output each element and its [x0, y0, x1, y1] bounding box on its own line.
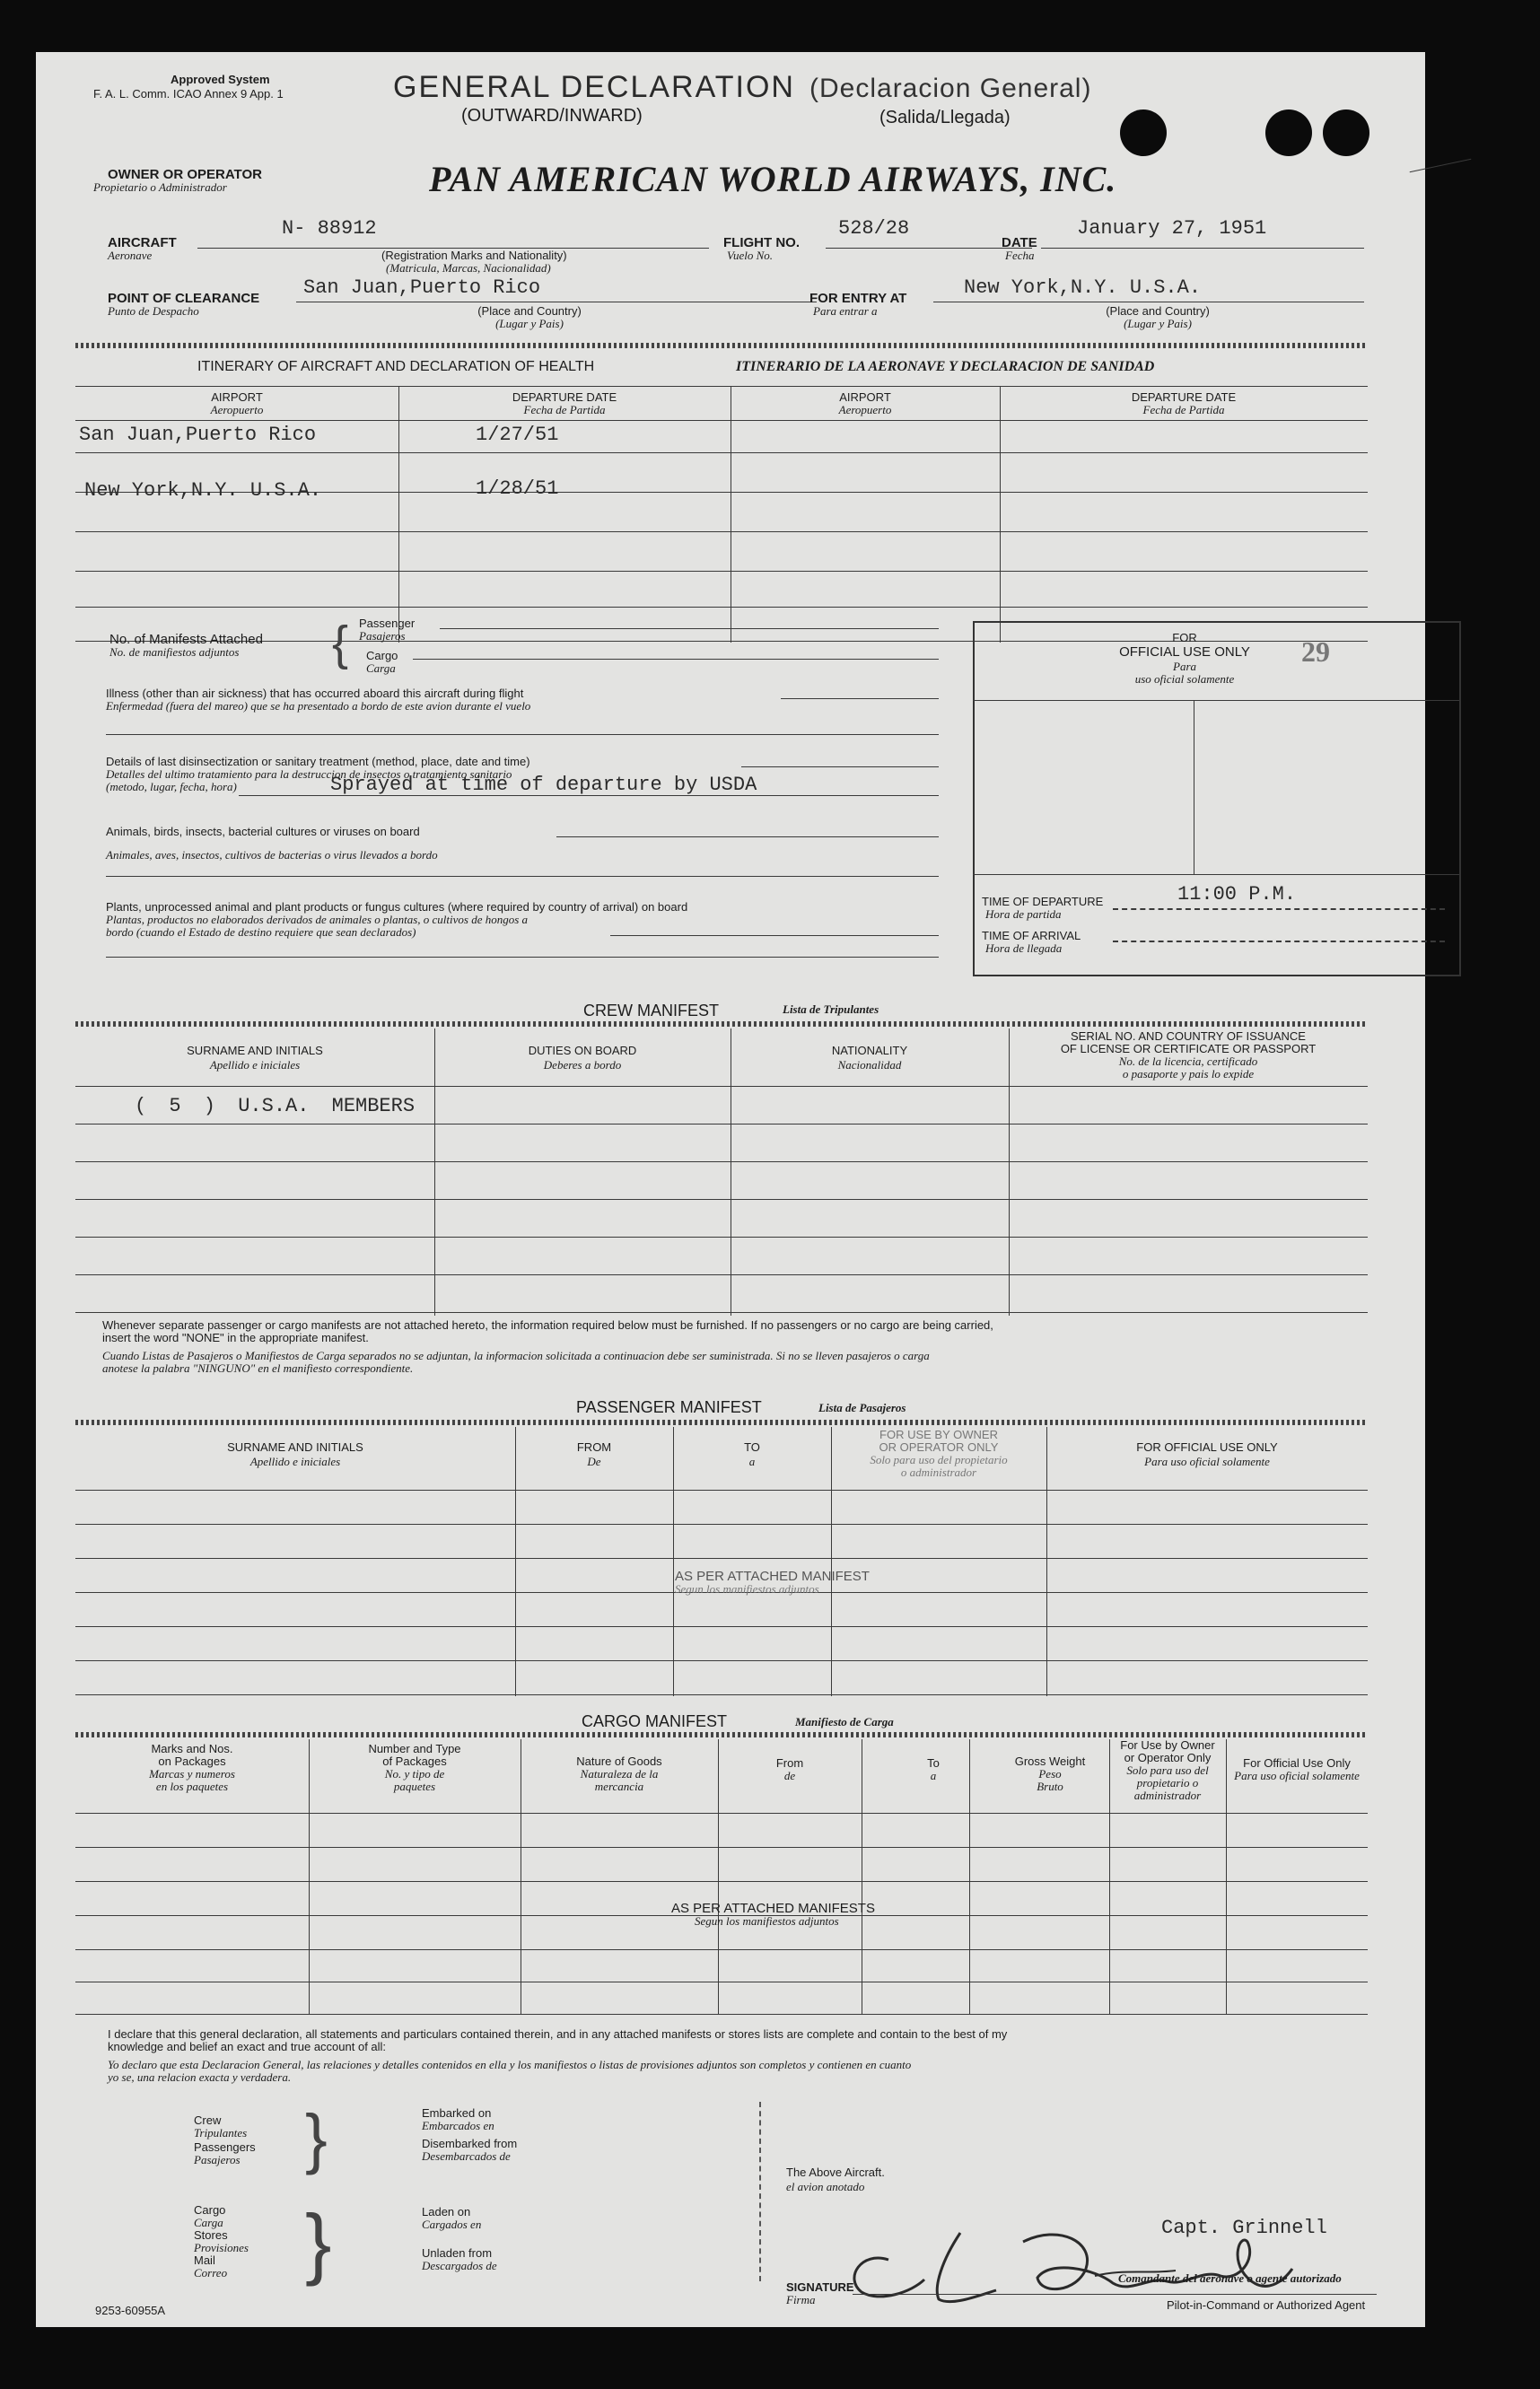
captain-name: Capt. Grinnell	[1161, 2217, 1327, 2239]
itinerary-divider	[1000, 386, 1001, 643]
punch-hole	[1120, 109, 1167, 156]
passenger-divider	[1046, 1427, 1047, 1696]
crew-col-surname-es: Apellido e iniciales	[209, 1058, 301, 1072]
official-for: FOR	[1172, 631, 1197, 644]
general-declaration-form	[36, 52, 1425, 2327]
crew-col-serial-es-2: o pasaporte y pais lo expide	[1122, 1067, 1255, 1081]
cargo-col-number: Number and Type of Packages No. y tipo de paquetes	[368, 1742, 461, 1793]
arrival-time-label-es: Hora de llegada	[985, 941, 1063, 955]
departure-time-label-es: Hora de partida	[985, 907, 1062, 921]
plants-label-es: Plantas, productos no elaborados derivados de animales o plantas, o cultivos de hongos a	[106, 913, 529, 926]
commander-label: Pilot-in-Command or Authorized Agent	[1167, 2298, 1366, 2312]
official-box-rule	[973, 874, 1459, 875]
airline-name: PAN AMERICAN WORLD AIRWAYS, INC.	[429, 159, 1117, 199]
cargo-heading: CARGO MANIFEST	[582, 1712, 728, 1730]
crew-row-rule	[75, 1161, 1368, 1162]
clearance-label-es: Punto de Despacho	[108, 304, 199, 318]
entry-place-caption: (Place and Country)	[1106, 304, 1210, 318]
crew-divider	[1009, 1028, 1010, 1316]
owner-label: OWNER OR OPERATOR	[108, 167, 262, 182]
cargo-divider	[969, 1739, 970, 2014]
embarked-label-es: Embarcados en	[422, 2119, 494, 2132]
crew-header-rule	[75, 1086, 1368, 1087]
unladen-label: Unladen from	[422, 2246, 493, 2260]
crew-row-rule	[75, 1274, 1368, 1275]
passenger-divider	[515, 1427, 516, 1696]
itinerary-divider	[398, 386, 399, 643]
cargo-divider	[1109, 1739, 1110, 2014]
itinerary-col-departure-2: DEPARTURE DATE	[1131, 390, 1237, 404]
form-number: 9253-60955A	[95, 2304, 166, 2317]
disembarked-label: Disembarked from	[422, 2137, 518, 2150]
mail-decl-label: Mail	[194, 2253, 215, 2267]
faa-reference: F. A. L. Comm. ICAO Annex 9 App. 1	[93, 87, 284, 101]
cargo-label: Cargo	[366, 649, 398, 662]
approved-system: Approved System	[171, 73, 270, 86]
illness-label-es: Enfermedad (fuera del mareo) que se ha presentado a bordo de este avion durante el vuelo	[106, 699, 531, 713]
illness-label: Illness (other than air sickness) that has occurred aboard this aircraft during flight	[106, 687, 524, 700]
animals-line	[556, 836, 939, 837]
laden-label: Laden on	[422, 2205, 471, 2218]
declaration-es-2: yo se, una relacion exacta y verdadera.	[108, 2070, 292, 2084]
official-label: OFFICIAL USE ONLY	[1119, 644, 1250, 660]
clearance-label: POINT OF CLEARANCE	[108, 291, 260, 306]
form-subtitle-es: (Salida/Llegada)	[879, 108, 1011, 127]
arrival-time-line	[1113, 941, 1445, 942]
cargo-col-official: For Official Use Only Para uso oficial solamente	[1234, 1756, 1360, 1782]
clearance-place-caption-es: (Lugar y Pais)	[495, 317, 564, 330]
illness-line	[781, 698, 939, 699]
stores-decl-label: Stores	[194, 2228, 228, 2242]
passenger-stamp: AS PER ATTACHED MANIFEST	[675, 1569, 870, 1584]
animals-label: Animals, birds, insects, bacterial cultures or viruses on board	[106, 825, 420, 838]
passenger-line	[440, 628, 939, 629]
crew-col-serial: SERIAL NO. AND COUNTRY OF ISSUANCE	[1071, 1029, 1306, 1043]
itinerary-heading: ITINERARY OF AIRCRAFT AND DECLARATION OF HEALTH	[197, 359, 595, 374]
cargo-stamp-es: Segun los manifiestos adjuntos	[695, 1914, 839, 1928]
passenger-stamp-es: Segun los manifiestos adjuntos	[675, 1582, 819, 1596]
animals-line-2	[106, 876, 939, 877]
crew-heading: CREW MANIFEST	[583, 1002, 719, 1019]
crew-bottom-rule	[75, 1312, 1368, 1313]
notice-en-2: insert the word "NONE" in the appropriate manifest.	[102, 1331, 369, 1344]
itinerary-date-1: 1/27/51	[476, 424, 559, 446]
itinerary-row-rule	[75, 531, 1368, 532]
official-stamp-number: 29	[1301, 635, 1330, 668]
crew-col-duties-es: Deberes a bordo	[543, 1058, 622, 1072]
section-rule	[75, 343, 1368, 348]
unladen-label-es: Descargados de	[422, 2259, 497, 2272]
crew-row-rule	[75, 1199, 1368, 1200]
crew-decl-label-es: Tripulantes	[194, 2126, 248, 2140]
entry-value: New York,N.Y. U.S.A.	[964, 276, 1202, 299]
date-value: January 27, 1951	[1077, 217, 1267, 240]
itinerary-heading-es: ITINERARIO DE LA AERONAVE Y DECLARACION DE SANIDAD	[736, 359, 1155, 374]
passenger-col-from-es: De	[587, 1455, 601, 1468]
reg-marks-caption-es: (Matricula, Marcas, Nacionalidad)	[386, 261, 551, 275]
aircraft-label: AIRCRAFT	[108, 235, 177, 250]
entry-place-caption-es: (Lugar y Pais)	[1124, 317, 1192, 330]
itinerary-airport-1: San Juan,Puerto Rico	[79, 424, 317, 446]
manifests-label: No. of Manifests Attached	[109, 632, 263, 647]
flight-no-label-es: Vuelo No.	[727, 249, 774, 262]
entry-label-es: Para entrar a	[813, 304, 878, 318]
brace-goods: }	[305, 2198, 332, 2287]
crew-col-license: OF LICENSE OR CERTIFICATE OR PASSPORT	[1060, 1042, 1317, 1055]
cargo-decl-label-es: Carga	[194, 2216, 223, 2229]
disinsect-value: Sprayed at time of departure by USDA	[330, 774, 757, 796]
animals-label-es: Animales, aves, insectos, cultivos de bacterias o virus llevados a bordo	[106, 848, 438, 862]
form-subtitle: (OUTWARD/INWARD)	[461, 106, 643, 126]
cargo-row-rule	[75, 1949, 1368, 1950]
cargo-col-weight: Gross Weight Peso Bruto	[1014, 1755, 1086, 1793]
crew-heading-es: Lista de Tripulantes	[783, 1002, 879, 1016]
declaration-es-1: Yo declaro que esta Declaracion General, las relaciones y detalles contenidos en ella y los manifiestos o listas de provisiones adjuntos son completos y contienen en cuanto	[108, 2058, 912, 2071]
commander-label-es: Comandante del aeronave o agente autorizado	[1118, 2271, 1342, 2285]
passenger-col-to-es: a	[748, 1455, 756, 1468]
departure-time-label: TIME OF DEPARTURE	[982, 895, 1104, 908]
cargo-decl-label: Cargo	[194, 2203, 226, 2217]
disinsect-label-es: Detalles del ultimo tratamiento para la destruccion de insectos o tratamiento sanitario	[106, 767, 512, 781]
arrival-time-label: TIME OF ARRIVAL	[982, 929, 1081, 942]
reg-marks-caption: (Registration Marks and Nationality)	[381, 249, 567, 262]
declaration-en-2: knowledge and belief an exact and true account of all:	[108, 2040, 387, 2053]
cargo-header-rule	[75, 1813, 1368, 1814]
clearance-value: San Juan,Puerto Rico	[303, 276, 541, 299]
cargo-col-nature: Nature of Goods Naturaleza de la mercancia	[576, 1755, 662, 1793]
date-underline	[1041, 248, 1364, 249]
laden-label-es: Cargados en	[422, 2218, 482, 2231]
cargo-row-rule	[75, 1881, 1368, 1882]
date-label: DATE	[1002, 235, 1037, 250]
stray-mark	[1410, 159, 1472, 173]
itinerary-row-rule	[75, 607, 1368, 608]
official-box-rule	[973, 700, 1459, 701]
section-rule	[75, 1732, 1368, 1737]
itinerary-col-departure: DEPARTURE DATE	[512, 390, 617, 404]
notice-en-1: Whenever separate passenger or cargo manifests are not attached hereto, the information required below must be furnished. If no passengers or no cargo are being carried,	[102, 1318, 993, 1332]
passenger-label-es: Pasajeros	[359, 629, 406, 643]
passenger-row-rule	[75, 1524, 1368, 1525]
form-title: GENERAL DECLARATION	[393, 70, 795, 104]
passenger-col-to: TO	[744, 1440, 760, 1454]
itinerary-airport-2: New York,N.Y. U.S.A.	[84, 479, 322, 502]
punch-hole	[1323, 109, 1369, 156]
crew-col-duties: DUTIES ON BOARD	[528, 1044, 637, 1057]
passenger-col-owner: FOR USE BY OWNER	[879, 1428, 998, 1441]
signature-label: SIGNATURE	[786, 2280, 854, 2294]
stores-decl-label-es: Provisiones	[194, 2241, 249, 2254]
cargo-divider	[1226, 1739, 1227, 2014]
signature-line	[853, 2294, 1377, 2295]
flight-no-label: FLIGHT NO.	[723, 235, 800, 250]
passenger-row-rule	[75, 1558, 1368, 1559]
crew-col-surname: SURNAME AND INITIALS	[187, 1044, 323, 1057]
cargo-line	[413, 659, 939, 660]
passenger-col-operator: OR OPERATOR ONLY	[879, 1440, 999, 1454]
passenger-row-rule	[75, 1660, 1368, 1661]
signature-label-es: Firma	[786, 2293, 816, 2306]
itinerary-col-departure-es: Fecha de Partida	[523, 403, 606, 416]
passenger-label: Passenger	[359, 617, 416, 630]
cargo-stamp: AS PER ATTACHED MANIFESTS	[671, 1901, 875, 1916]
itinerary-col-airport-2: AIRPORT	[839, 390, 891, 404]
owner-label-es: Propietario o Administrador	[93, 180, 227, 194]
brace-persons: }	[305, 2101, 328, 2175]
passenger-col-official-es: Para uso oficial solamente	[1144, 1455, 1270, 1468]
cargo-col-owner: For Use by Owner or Operator Only Solo para uso del propietario o administrador	[1120, 1738, 1215, 1802]
cargo-divider	[309, 1739, 310, 2014]
itinerary-date-2: 1/28/51	[476, 477, 559, 500]
notice-es-1: Cuando Listas de Pasajeros o Manifiestos de Carga separados no se adjuntan, la informacion solicitada a continuacion debe ser suministrada. Si no se lleven pasajeros o carga	[102, 1349, 930, 1362]
passenger-heading: PASSENGER MANIFEST	[576, 1398, 762, 1416]
section-rule	[75, 1420, 1368, 1425]
itinerary-row-rule	[75, 452, 1368, 453]
aircraft-value: N- 88912	[282, 217, 377, 240]
passenger-col-owner-es-2: o administrador	[900, 1466, 977, 1479]
plants-line	[610, 935, 939, 936]
passenger-heading-es: Lista de Pasajeros	[818, 1401, 906, 1414]
passenger-row-rule	[75, 1626, 1368, 1627]
passenger-col-surname: SURNAME AND INITIALS	[227, 1440, 363, 1454]
itinerary-col-departure-2-es: Fecha de Partida	[1142, 403, 1225, 416]
above-aircraft-label-es: el avion anotado	[786, 2180, 865, 2193]
disinsect-label-es-2: (metodo, lugar, fecha, hora)	[106, 780, 237, 793]
passenger-col-owner-es: Solo para uso del propietario	[870, 1453, 1008, 1466]
punch-hole	[1265, 109, 1312, 156]
declaration-en-1: I declare that this general declaration, all statements and particulars contained therein, and in any attached manifests or stores lists are complete and contain to the best of my	[108, 2027, 1008, 2041]
cargo-col-from: From de	[775, 1756, 804, 1782]
official-label-es-2: uso oficial solamente	[1134, 672, 1235, 686]
passenger-bottom-rule	[75, 1694, 1368, 1695]
cargo-label-es: Carga	[366, 661, 396, 675]
handwritten-signature	[826, 2206, 1328, 2314]
passenger-col-from: FROM	[576, 1440, 612, 1454]
signature-divider	[759, 2102, 761, 2281]
departure-time-value: 11:00 P.M.	[1177, 883, 1297, 906]
disinsect-label: Details of last disinsectization or sanitary treatment (method, place, date and time)	[106, 755, 530, 768]
plants-line-2	[106, 957, 939, 958]
disinsect-value-line	[239, 795, 939, 796]
clearance-place-caption: (Place and Country)	[477, 304, 582, 318]
crew-col-serial-es: No. de la licencia, certificado	[1118, 1054, 1258, 1068]
itinerary-header-rule	[75, 420, 1368, 421]
passengers-decl-label-es: Pasajeros	[194, 2153, 241, 2166]
passenger-col-surname-es: Apellido e iniciales	[249, 1455, 341, 1468]
form-title-es: (Declaracion General)	[809, 74, 1092, 103]
flight-no-value: 528/28	[838, 217, 910, 240]
passenger-col-official: FOR OFFICIAL USE ONLY	[1136, 1440, 1278, 1454]
embarked-label: Embarked on	[422, 2106, 492, 2120]
mail-decl-label-es: Correo	[194, 2266, 228, 2280]
itinerary-top-rule	[75, 386, 1368, 387]
passenger-row-rule	[75, 1490, 1368, 1491]
plants-label-es-2: bordo (cuando el Estado de destino requiere que sean declarados)	[106, 925, 416, 939]
passenger-divider	[673, 1427, 674, 1696]
cargo-heading-es: Manifiesto de Carga	[795, 1715, 894, 1728]
cargo-divider	[718, 1739, 719, 2014]
cargo-row-rule	[75, 1847, 1368, 1848]
crew-divider	[434, 1028, 435, 1316]
cargo-col-marks: Marks and Nos. on Packages Marcas y numeros en los paquetes	[149, 1742, 235, 1793]
manifests-label-es: No. de manifiestos adjuntos	[109, 645, 240, 659]
section-rule	[75, 1021, 1368, 1027]
disinsect-line	[741, 766, 939, 767]
cargo-bottom-rule	[75, 2014, 1368, 2015]
above-aircraft-label: The Above Aircraft.	[786, 2166, 885, 2179]
itinerary-col-airport-2-es: Aeropuerto	[838, 403, 892, 416]
crew-row-rule	[75, 1237, 1368, 1238]
cargo-col-to: To a	[927, 1756, 940, 1782]
disembarked-label-es: Desembarcados de	[422, 2149, 511, 2163]
itinerary-row-rule	[75, 571, 1368, 572]
date-label-es: Fecha	[1005, 249, 1035, 262]
plants-label: Plants, unprocessed animal and plant products or fungus cultures (where required by country of arrival) on board	[106, 900, 688, 914]
itinerary-col-airport-es: Aeropuerto	[210, 403, 264, 416]
illness-line-2	[106, 734, 939, 735]
official-label-es: Para	[1173, 660, 1196, 673]
crew-col-nationality-es: Nacionalidad	[837, 1058, 902, 1072]
notice-es-2: anotese la palabra "NINGUNO" en el manifiesto correspondiente.	[102, 1361, 414, 1375]
departure-time-line	[1113, 908, 1445, 910]
itinerary-col-airport: AIRPORT	[211, 390, 263, 404]
entry-label: FOR ENTRY AT	[809, 291, 907, 306]
passengers-decl-label: Passengers	[194, 2140, 256, 2154]
crew-col-nationality: NATIONALITY	[831, 1044, 908, 1057]
crew-entry: ( 5 ) U.S.A. MEMBERS	[135, 1095, 416, 1117]
aircraft-label-es: Aeronave	[108, 249, 153, 262]
crew-decl-label: Crew	[194, 2113, 222, 2127]
passenger-divider	[831, 1427, 832, 1696]
brace-manifests: {	[332, 617, 349, 670]
